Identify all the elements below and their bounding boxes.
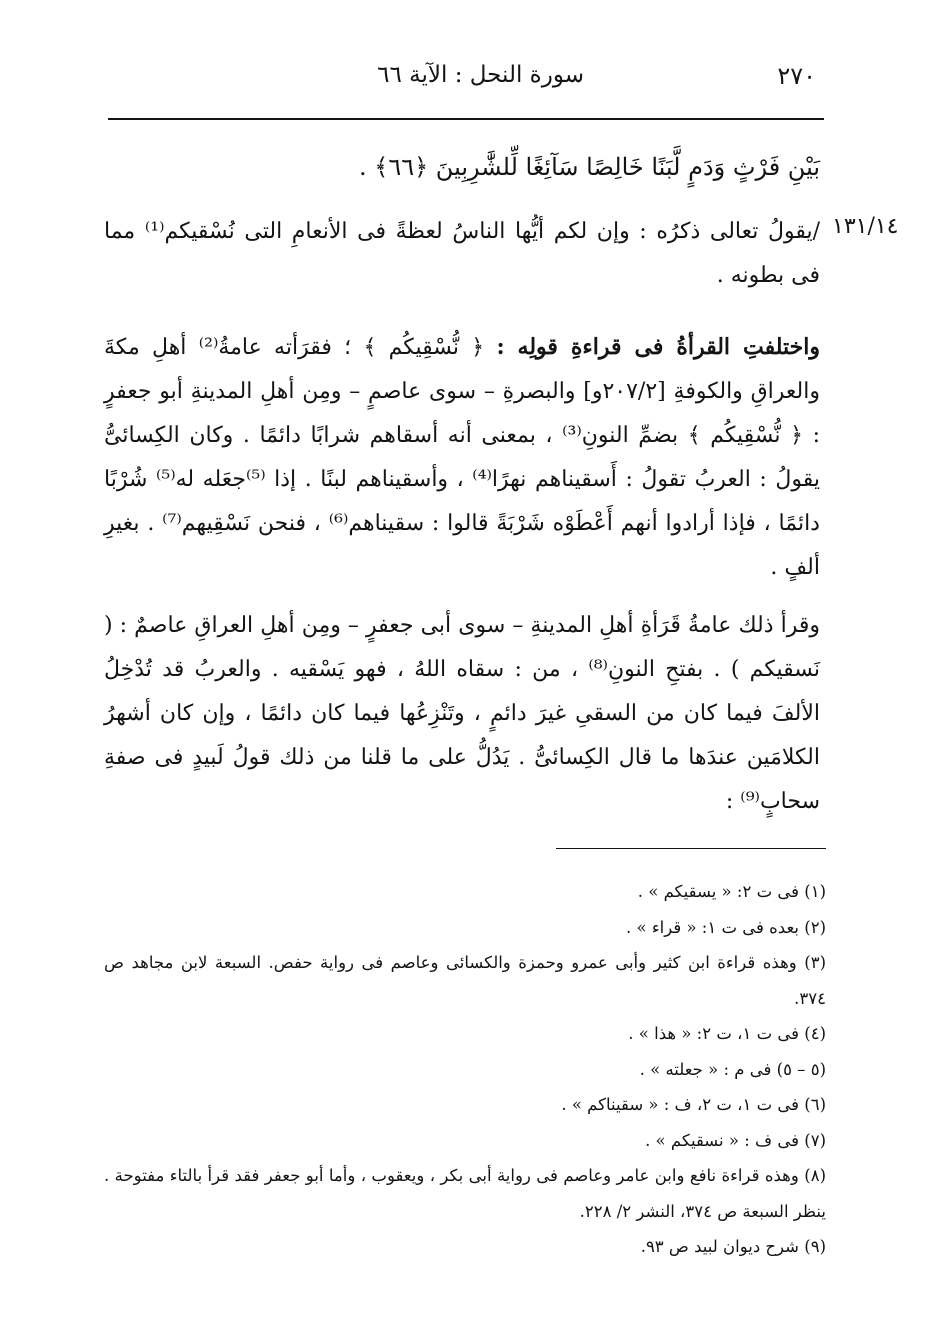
page-header <box>108 50 824 106</box>
footnote-5: (٥ – ٥) فى م : « جعلته » . <box>639 1059 826 1079</box>
footnote-6: (٦) فى ت ١، ت ٢، ف : « سقيناكم » . <box>561 1095 826 1114</box>
footnote-9: (٩) شرح ديوان لبيد ص ٩٣. <box>640 1237 826 1256</box>
running-title: سورة النحل : الآية ٦٦ <box>377 62 584 88</box>
paragraph-1: /يقولُ تعالى ذكرُه : وإن لكم أيُّها الناسُ لعظةً فى الأنعامِ التى نُسْقيكم⁽¹⁾ مما فى بطونه . <box>104 219 820 288</box>
footnote-2: (٢) بعده فى ت ١: « قراء » . <box>626 917 826 937</box>
paragraph-3: وقرأ ذلك عامةُ قَرَأةِ أهلِ المدينةِ – سوى أبى جعفرٍ – ومِن أهلِ العراقِ عاصمٌ : ( نَسقيكم ) . بفتحِ النونِ⁽⁸⁾ ، من : سقاه اللهُ ، فهو يَسْقيه . والعربُ قد تُدْخِلُ الألفَ فيما كان من السقىِ غيرَ دائمٍ ، وتَنْزِعُها فيما كان دائمًا ، وإن كان أشهرُ الكلامَين عندَها ما قال الكِسائىُّ . يَدُلُّ على ما قلنا من ذلك قولُ لَبيدٍ فى صفةِ سحابٍ⁽⁹⁾ : <box>104 613 820 814</box>
paragraph-2-lead: واختلفتِ القرأةُ فى قراءةِ قولِه : <box>496 334 821 360</box>
header-divider <box>108 118 824 120</box>
footnote-4: (٤) فى ت ١، ت ٢: « هذا » . <box>628 1024 826 1043</box>
paragraph-2-text: ﴿ نُّسْقِيكُم ﴾ ؛ فقرَأته عامةُ⁽²⁾ أهلِ مكةَ والعراقِ والكوفةِ [٢٠٧/٢و] والبصرةِ – سوى عاصمٍ – ومِن أهلِ المدينةِ أبو جعفرٍ : ﴿ نُّسْقِيكُم ﴾ بضمِّ النونِ⁽³⁾ ، بمعنى أنه أسقاهم شرابًا دائمًا . وكان الكِسائىُّ يقولُ : العربُ تقولُ : أَسقيناهم نهرًا⁽⁴⁾ ، وأسقيناهم لبنًا . إذا ⁽⁵⁾جعَله له⁽⁵⁾ شُرْبًا دائمًا ، فإذا أرادوا أنهم أَعْطَوْه شَرْبَةً قالوا : سقيناهم⁽⁶⁾ ، فنحن نَسْقِيهم⁽⁷⁾ . بغيرِ ألفٍ . <box>104 335 820 580</box>
footnote-8: (٨) وهذه قراءة نافع وابن عامر وعاصم فى رواية أبى بكر ، ويعقوب ، وأما أبو جعفر فقد قرأ بالتاء مفتوحة . ينظر السبعة ص ٣٧٤، النشر ٢/ ٢٢٨. <box>104 1166 826 1221</box>
footnote-divider <box>556 848 826 849</box>
paragraph-2 <box>104 325 820 590</box>
page-number: ٢٧٠ <box>777 62 816 90</box>
footnotes <box>104 874 826 1265</box>
footnote-1: (١) فى ت ٢: « يسقيكم » . <box>637 882 826 901</box>
footnote-3: (٣) وهذه قراءة ابن كثير وأبى عمرو وحمزة والكسائى وعاصم فى رواية حفص. السبعة لابن مجاهد ص ٣٧٤. <box>104 953 826 1008</box>
margin-reference: ١٣١/١٤ <box>832 214 899 239</box>
quran-verse-line: بَيْنِ فَرْثٍ وَدَمٍ لَّبَنًا خَالِصًا سَآئِغًا لِّلشَّٰرِبِينَ ﴿٦٦﴾ . <box>359 153 820 181</box>
footnote-7: (٧) فى ف : « نسقيكم » . <box>645 1130 826 1150</box>
